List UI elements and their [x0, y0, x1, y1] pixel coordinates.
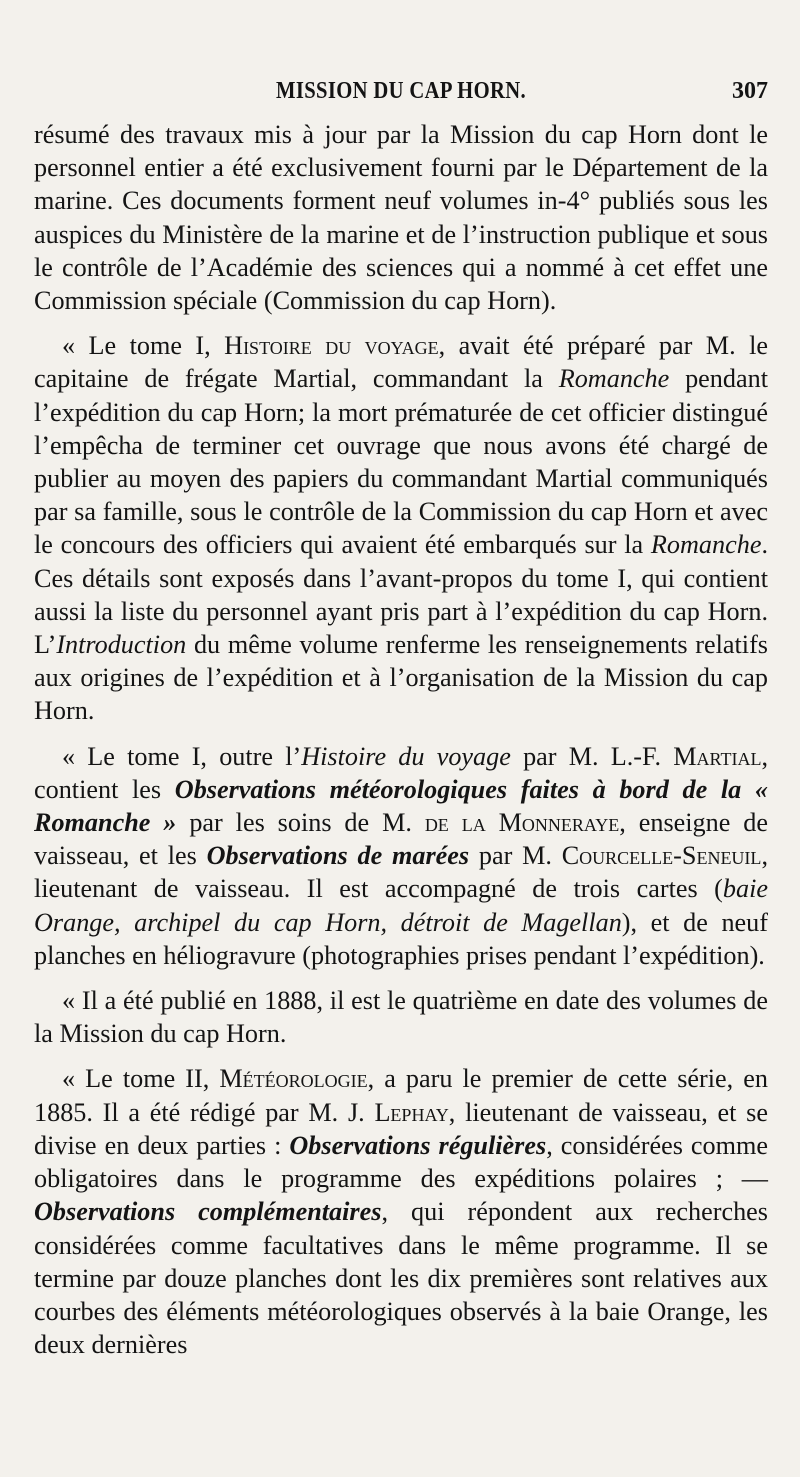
paragraph-2 [34, 329, 768, 727]
paragraph-1 [34, 118, 768, 317]
small-caps-title: Histoire du voyage [224, 331, 439, 361]
running-title: MISSION DU CAP HORN. [275, 78, 526, 104]
text-run: pendant l’expédition du cap Horn; la mort prématurée de cet officier distingué l’empêcha de terminer cet ouvrage que nous avons été chargé de publier au moyen des papiers du commandant Martial communiqués par sa famille, sous le contrôle de la Commission du cap Horn et avec le concours des officiers qui avaient été embarqués sur la [34, 364, 768, 560]
text-run: « Le tome I, [62, 331, 225, 361]
section-title: Observations régulières [289, 1130, 547, 1160]
text-run: , a paru le premier de cette série, en 1885. Il a été rédigé par M. J. [34, 1064, 768, 1127]
text-run: , avait été préparé par M. le capitaine de frégate Martial, commandant la [34, 331, 768, 394]
paragraph-4 [34, 984, 768, 1050]
work-title: Histoire du voyage [301, 741, 511, 771]
body-text [34, 118, 768, 1361]
author-name: de la Monneraye [424, 808, 620, 838]
section-title: Observations complémentaires [34, 1197, 382, 1227]
text-run: par M. [469, 841, 562, 871]
section-title: Introduction [56, 630, 187, 660]
page-number: 307 [732, 78, 768, 104]
map-titles: baie Orange, archipel du cap Horn, détroit de Magellan [34, 874, 768, 937]
text-run: par les soins de M. [176, 808, 425, 838]
author-name: Courcelle-Seneuil [561, 841, 762, 871]
author-name: Lephay [374, 1097, 449, 1127]
text-run: du même volume renferme les renseignements relatifs aux origines de l’expédition et à l’organisation de la Mission du cap Horn. [34, 630, 768, 726]
book-page [34, 72, 768, 1462]
text-run: , considérées comme obligatoires dans le programme des expéditions polaires ; — [34, 1130, 769, 1194]
work-title: Observations de marées [206, 841, 470, 871]
running-head [34, 72, 768, 106]
text-run: , lieutenant de vaisseau. Il est accompagné de trois cartes ( [34, 841, 768, 904]
text-run: résumé des travaux mis à jour par la Mission du cap Horn dont le personnel entier a été exclusivement fourni par le Département de la marine. Ces documents forment neuf volumes in-4° publiés sous les auspices du Ministère de la marine et de l’instruction publique et sous le contrôle de l’Académie des sciences qui a nommé à cet effet une Commission spéciale (Commission du cap Horn). [34, 120, 768, 316]
paragraph-5 [34, 1062, 768, 1361]
ship-name: Romanche [650, 530, 762, 560]
work-title: Observations météorologiques faites à bord de la « Romanche » [34, 774, 768, 838]
text-run: , qui répondent aux recherches considérées comme facultatives dans le même programme. Il se termine par douze planches dont les dix premières sont relatives aux courbes des éléments météorologiques observés à la baie Orange, les deux dernières [34, 1197, 768, 1360]
text-run: « Il a été publié en 1888, il est le quatrième en date des volumes de la Mission du cap Horn. [34, 986, 768, 1049]
text-run: , enseigne de vaisseau, et les [34, 808, 768, 871]
ship-name: Romanche [558, 364, 670, 394]
text-run: ), et de neuf planches en héliogravure (photographies prises pendant l’expédition). [34, 907, 768, 970]
text-run: , lieutenant de vaisseau, et se divise en deux parties : [34, 1097, 768, 1160]
text-run: . Ces détails sont exposés dans l’avant-propos du tome I, qui contient aussi la liste du personnel ayant pris part à l’expédition du cap Horn. L’ [34, 530, 768, 660]
text-run: par M. L.-F. [510, 741, 674, 771]
text-run: « Le tome I, outre l’ [62, 741, 302, 771]
author-name: Martial [673, 741, 762, 771]
text-run: « Le tome II, [62, 1064, 220, 1094]
small-caps-title: Météorologie [219, 1064, 368, 1094]
paragraph-3 [34, 740, 768, 972]
text-run: , contient les [34, 741, 769, 804]
